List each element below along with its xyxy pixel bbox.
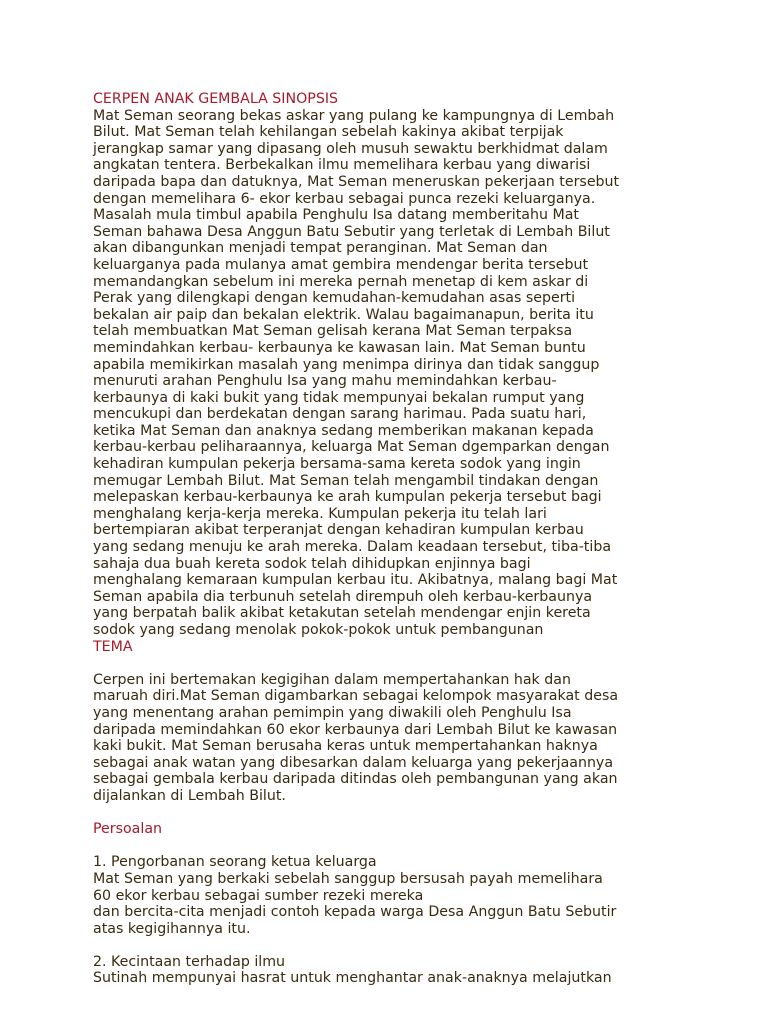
synopsis-line: mencukupi dan berdekatan dengan sarang harimau. Pada suatu hari, — [93, 406, 587, 423]
synopsis-line: kehadiran kumpulan pekerja bersama-sama kereta sodok yang ingin — [93, 456, 581, 473]
synopsis-line: kerbaunya di kaki bukit yang tidak mempunyai bekalan rumput yang — [93, 389, 585, 406]
synopsis-line: menuruti arahan Penghulu Isa yang mahu memindahkan kerbau- — [93, 373, 557, 390]
synopsis-line: Seman apabila dia terbunuh setelah dirempuh oleh kerbau-kerbaunya — [93, 588, 593, 605]
synopsis-line: keluarganya pada mulanya amat gembira mendengar berita tersebut — [93, 256, 589, 273]
persoalan-1-line: 60 ekor kerbau sebagai sumber rezeki mereka — [93, 887, 424, 904]
synopsis-line: ketika Mat Seman dan anaknya sedang memberikan makanan kepada — [93, 422, 594, 439]
tema-line: dijalankan di Lembah Bilut. — [93, 787, 286, 804]
spacer — [93, 655, 693, 672]
persoalan-1-line: Mat Seman yang berkaki sebelah sanggup bersusah payah memelihara — [93, 870, 603, 887]
spacer — [93, 838, 693, 855]
persoalan-heading: Persoalan — [93, 821, 163, 838]
synopsis-line: Perak yang dilengkapi dengan kemudahan-kemudahan asas seperti — [93, 290, 576, 307]
tema-line: kaki bukit. Mat Seman berusaha keras untuk mempertahankan haknya — [93, 738, 598, 755]
synopsis-line: memandangkan sebelum ini mereka pernah menetap di kem askar di — [93, 273, 589, 290]
tema-line: sebagai gembala kerbau daripada ditindas oleh pembangunan yang akan — [93, 771, 618, 788]
persoalan-1-paragraph — [93, 871, 693, 937]
synopsis-line: melepaskan kerbau-kerbaunya ke arah kumpulan pekerja tersebut bagi — [93, 489, 602, 506]
persoalan-2-paragraph — [93, 970, 693, 987]
synopsis-line: Bilut. Mat Seman telah kehilangan sebelah kakinya akibat terpijak — [93, 124, 564, 141]
synopsis-line: sodok yang sedang menolak pokok-pokok untuk pembangunan — [93, 622, 544, 638]
tema-line: sebagai anak watan yang dibesarkan dalam keluarga yang pekerjaannya — [93, 754, 614, 771]
synopsis-line: sahaja dua buah kereta sodok telah dihidupkan enjinnya bagi — [93, 555, 531, 572]
synopsis-line: Seman bahawa Desa Anggun Batu Sebutir yang terletak di Lembah Bilut — [93, 223, 610, 240]
synopsis-line: bertempiaran akibat terperanjat dengan kehadiran kumpulan kerbau — [93, 522, 584, 539]
synopsis-line: menghalang kerja-kerja mereka. Kumpulan pekerja itu telah lari — [93, 505, 547, 522]
synopsis-line: menghalang kemaraan kumpulan kerbau itu. Akibatnya, malang bagi Mat — [93, 572, 618, 589]
synopsis-line: bekalan air paip dan bekalan elektrik. Walau bagaimanapun, berita itu — [93, 306, 594, 323]
tema-line: maruah diri.Mat Seman digambarkan sebagai kelompok masyarakat desa — [93, 688, 619, 705]
synopsis-line: angkatan tentera. Berbekalkan ilmu memelihara kerbau yang diwarisi — [93, 157, 591, 174]
synopsis-line: Masalah mula timbul apabila Penghulu Isa datang memberitahu Mat — [93, 207, 579, 224]
tema-paragraph — [93, 672, 693, 805]
tema-line: yang menentang arahan pemimpin yang diwakili oleh Penghulu Isa — [93, 704, 572, 721]
synopsis-line: yang sedang menuju ke arah mereka. Dalam keadaan tersebut, tiba-tiba — [93, 539, 612, 556]
synopsis-line: Mat Seman seorang bekas askar yang pulang ke kampungnya di Lembah — [93, 107, 615, 124]
tema-line: daripada memindahkan 60 ekor kerbaunya dari Lembah Bilut ke kawasan — [93, 721, 618, 738]
persoalan-2-title: 2. Kecintaan terhadap ilmu — [93, 953, 286, 970]
synopsis-line: yang berpatah balik akibat ketakutan setelah mendengar enjin kereta — [93, 605, 591, 622]
synopsis-line: memugar Lembah Bilut. Mat Seman telah mengambil tindakan dengan — [93, 472, 599, 489]
synopsis-paragraph — [93, 108, 693, 639]
tema-heading: TEMA — [93, 638, 133, 655]
synopsis-line: kerbau-kerbau peliharaannya, keluarga Mat Seman dgemparkan dengan — [93, 439, 610, 456]
synopsis-line: dengan memelihara 6- ekor kerbau sebagai punca rezeki keluarganya. — [93, 190, 596, 207]
persoalan-1-line: dan bercita-cita menjadi contoh kepada warga Desa Anggun Batu Sebutir — [93, 904, 617, 921]
tema-line: Cerpen ini bertemakan kegigihan dalam mempertahankan hak dan — [93, 671, 571, 688]
persoalan-2-line: Sutinah mempunyai hasrat untuk menghantar anak-anaknya melajutkan — [93, 970, 612, 987]
document-title: CERPEN ANAK GEMBALA SINOPSIS — [93, 91, 339, 107]
document-page — [93, 91, 693, 987]
persoalan-1-line: atas kegigihannya itu. — [93, 920, 251, 937]
synopsis-line: jerangkap samar yang dipasang oleh musuh sewaktu berkhidmat dalam — [93, 140, 608, 157]
persoalan-1-title: 1. Pengorbanan seorang ketua keluarga — [93, 854, 377, 871]
synopsis-line: memindahkan kerbau- kerbaunya ke kawasan lain. Mat Seman buntu — [93, 339, 586, 356]
synopsis-line: apabila memikirkan masalah yang menimpa dirinya dan tidak sanggup — [93, 356, 600, 373]
spacer — [93, 805, 693, 822]
spacer — [93, 937, 693, 954]
synopsis-line: akan dibangunkan menjadi tempat peranginan. Mat Seman dan — [93, 240, 548, 257]
synopsis-line: telah membuatkan Mat Seman gelisah kerana Mat Seman terpaksa — [93, 323, 573, 340]
synopsis-line: daripada bapa dan datuknya, Mat Seman meneruskan pekerjaan tersebut — [93, 173, 620, 190]
